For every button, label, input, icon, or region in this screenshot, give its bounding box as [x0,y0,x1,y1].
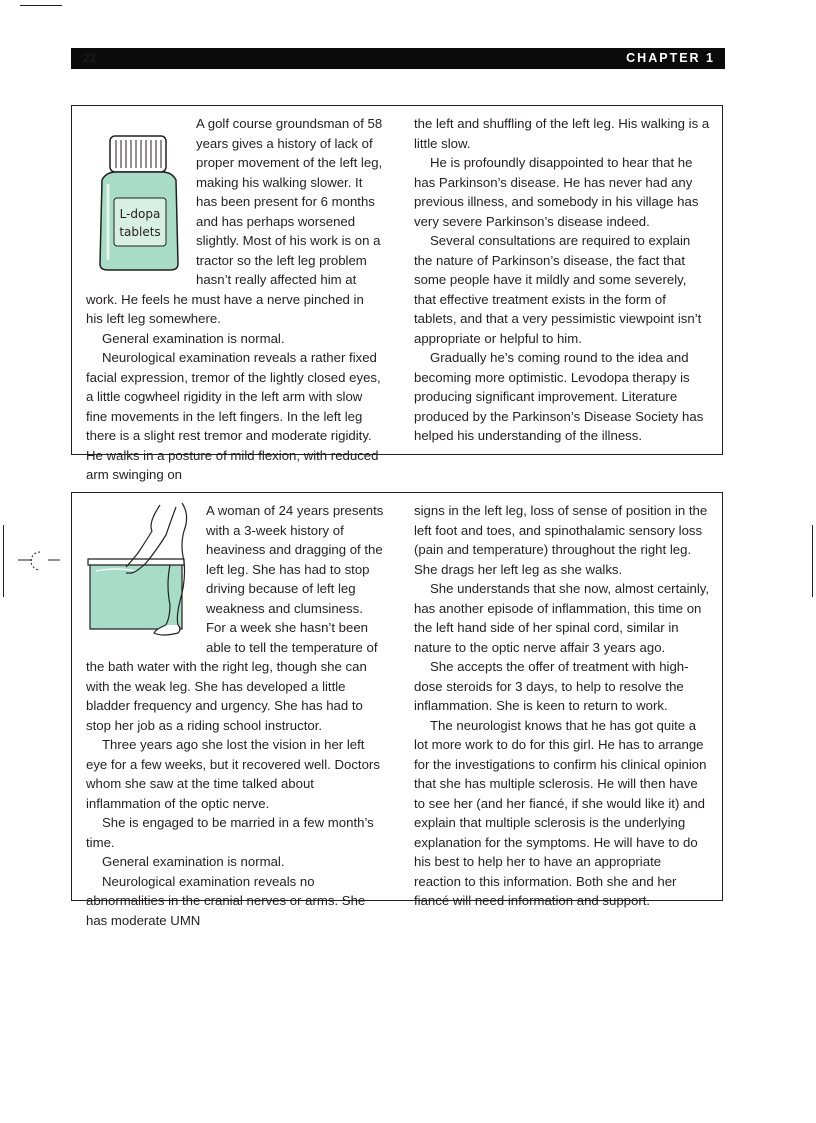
case2-paragraph: signs in the left leg, loss of sense of position in the left foot and toes, and spinothalamic sensory loss (pain and temperature) throughout the right leg. She drags her left leg as she walks. [414,503,708,577]
case1-paragraph: the left and shuffling of the left leg. His walking is a little slow. [414,116,710,151]
bath-leg-drawing [86,501,204,639]
case-study-box-parkinsons [71,105,723,482]
page-number: 22 [83,51,97,65]
case2-paragraph: She accepts the offer of treatment with high-dose steroids for 3 days, to help to resolve the inflammation. She is keen to return to work. [414,659,689,713]
ldopa-bottle-icon [86,114,194,272]
case2-right-column [414,501,710,911]
case1-paragraph: Neurological examination reveals a rather fixed facial expression, tremor of the lightly closed eyes, a little cogwheel rigidity in the left arm with slow fine movements in the left fingers. In the left leg there is a slight rest tremor and moderate rigidity. He walks in a posture of mild flexion, with reduced arm swinging on [86,350,381,482]
case-study-box-multiple-sclerosis [71,492,723,928]
case2-paragraph: Three years ago she lost the vision in her left eye for a few weeks, but it recovered well. Doctors whom she saw at the time talked about inflammation of the optic nerve. [86,737,380,811]
crop-mark-right [812,525,813,597]
case2-paragraph: She is engaged to be married in a few month’s time. [86,815,374,850]
case2-left-column [86,501,384,930]
case1-paragraph: Gradually he’s coming round to the idea and becoming more optimistic. Levodopa therapy is producing significant improvement. Literature produced by the Parkinson’s Disease Society has helped his understanding of the illness. [414,350,704,443]
ldopa-bottle-drawing [86,114,194,272]
bottle-label-line2: tablets [119,225,161,239]
bottle-label-line1: L-dopa [119,207,161,221]
bath-leg-icon [86,501,204,639]
case1-right-column [414,114,710,446]
case2-paragraph: A woman of 24 years presents with a 3-week history of heaviness and dragging of the left leg. She has had to stop driving because of left leg weakness and clumsiness. For a week she hasn’t been able to tell the temperature of the bath water with the right leg, though she can with the weak leg. She has developed a little bladder frequency and urgency. She has had to stop her job as a riding school instructor. [86,503,384,733]
case2-paragraph: She understands that she now, almost certainly, has another episode of inflammation, this time on the left hand side of her spinal cord, similar in nature to the optic nerve affair 3 years ago. [414,581,710,655]
case1-paragraph: A golf course groundsman of 58 years gives a history of lack of proper movement of the left leg, making his walking slower. It has been present for 6 months and has perhaps worsened slightly. Most of his work is on a tractor so the left leg problem hasn’t really affected him at work. He feels he must have a nerve pinched in his left leg somewhere. [86,116,383,326]
crop-mark-left [3,525,4,597]
top-rule [20,5,62,6]
case1-paragraph: Several consultations are required to explain the nature of Parkinson’s disease, the fact that some people have it mildly and some severely, that effective treatment exists in the form of tablets, and that a very pessimistic viewpoint isn’t appropriate or helpful to him. [414,233,702,346]
case1-paragraph: He is profoundly disappointed to hear that he has Parkinson’s disease. He has never had any previous illness, and somebody in his village has very severe Parkinson’s disease indeed. [414,155,699,229]
registration-mark-icon [16,548,60,576]
running-header [71,48,725,69]
case2-paragraph: Neurological examination reveals no abnormalities in the cranial nerves or arms. She has moderate UMN [86,873,366,928]
case1-left-column [86,114,384,485]
case2-paragraph: General examination is normal. [102,854,285,869]
case2-paragraph: The neurologist knows that he has got quite a lot more work to do for this girl. He has to arrange for the investigations to confirm his clinical opinion that she has multiple sclerosis. He will then have to see her (and her fiancé, if she would like it) and explain that multiple sclerosis is the underlying explanation for the symptoms. He will have to do his best to help her to have an appropriate reaction to this information. Both she and her fiancé will need information and support. [414,717,707,908]
case1-paragraph: General examination is normal. [102,330,285,346]
chapter-title: CHAPTER 1 [626,51,715,65]
